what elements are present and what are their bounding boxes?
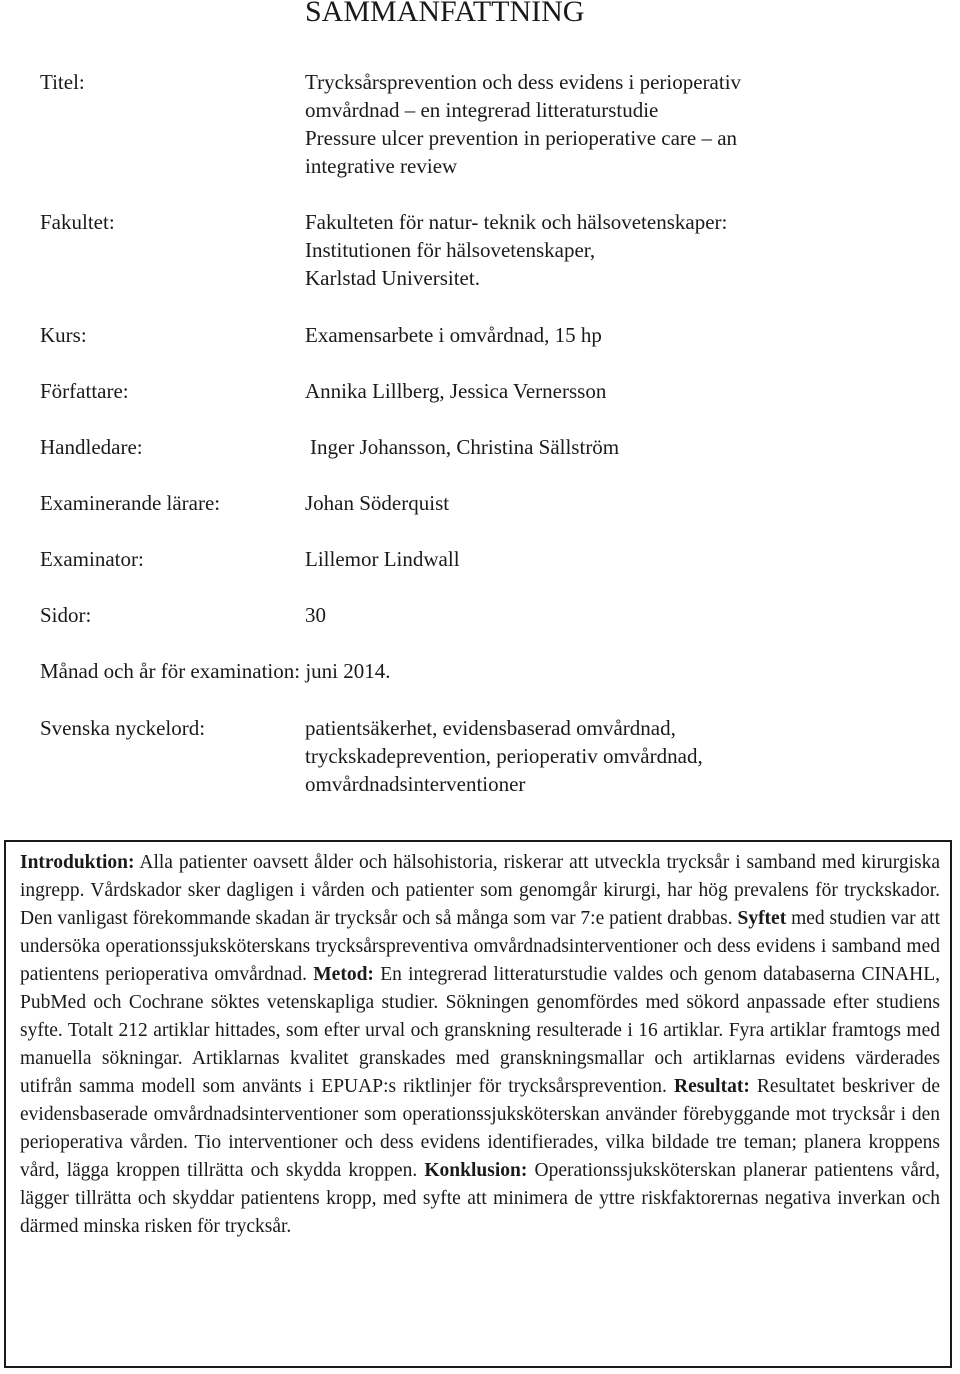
abstract-text — [20, 849, 940, 1241]
fakultet-line-3: Karlstad Universitet. — [305, 266, 480, 290]
titel-line-4: integrative review — [305, 154, 458, 178]
nyckelord-line-2: tryckskadeprevention, perioperativ omvårdnad, — [305, 744, 703, 768]
label-handledare: Handledare: — [40, 435, 143, 459]
abstract-intro-text: Alla patienter oavsett ålder och hälsohistoria, riskerar att utveckla trycksår i samband med kirurgiska ingrepp. Vårdskador sker dagligen i vården och patienter som genomgår kirurgi, har hög prevalens för tryckskador. Den vanligast förekommande skadan är trycksår och så många som var 7:e patient drabbas. — [20, 852, 940, 929]
fakultet-line-1: Fakulteten för natur- teknik och hälsovetenskaper: — [305, 210, 728, 234]
value-titel — [305, 68, 741, 180]
label-forfattare: Författare: — [40, 379, 129, 403]
abstract-resultat-label: Resultat: — [674, 1076, 750, 1097]
label-sidor: Sidor: — [40, 603, 92, 627]
value-nyckelord — [305, 714, 703, 798]
page-title: SAMMANFATTNING — [305, 0, 585, 28]
value-examinerande: Johan Söderquist — [305, 491, 450, 515]
value-forfattare: Annika Lillberg, Jessica Vernersson — [305, 379, 607, 403]
abstract-konklusion-label: Konklusion: — [424, 1160, 528, 1181]
titel-line-1: Trycksårsprevention och dess evidens i perioperativ — [305, 70, 742, 94]
label-fakultet: Fakultet: — [40, 210, 115, 234]
abstract-syfte-text: med studien var att undersöka operationssjuksköterskans trycksårspreventiva omvårdnadsinterventioner och dess evidens i samband med patientens perioperativa omvårdnad. — [20, 908, 940, 985]
examination-date: Månad och år för examination: juni 2014. — [40, 659, 391, 683]
label-titel: Titel: — [40, 70, 85, 94]
abstract-intro-label: Introduktion: — [20, 852, 135, 873]
value-sidor: 30 — [305, 603, 326, 627]
value-handledare: Inger Johansson, Christina Sällström — [310, 435, 620, 459]
label-examinerande: Examinerande lärare: — [40, 491, 221, 515]
fakultet-line-2: Institutionen för hälsovetenskaper, — [305, 238, 596, 262]
titel-line-2: omvårdnad – en integrerad litteraturstudie — [305, 98, 659, 122]
abstract-konklusion-text: Operationssjuksköterskan planerar patientens vård, lägger tillrätta och skyddar patientens kropp, med syfte att minimera de yttre riskfaktorernas negativa inverkan och därmed minska risken för trycksår. — [20, 1160, 940, 1237]
label-kurs: Kurs: — [40, 323, 87, 347]
value-fakultet — [305, 208, 727, 292]
abstract-metod-label: Metod: — [313, 964, 374, 985]
titel-line-3: Pressure ulcer prevention in perioperative care – an — [305, 126, 738, 150]
abstract-resultat-text: Resultatet beskriver de evidensbaserade omvårdnadsinterventioner som operationssjuksköterskan använder förebyggande mot trycksår i den perioperativa vården. Tio interventioner och dess evidens identifierades, vilka bildade tre teman; planera kroppens vård, lägga kroppen tillrätta och skydda kroppen. — [20, 1076, 940, 1181]
label-examinator: Examinator: — [40, 547, 144, 571]
nyckelord-line-3: omvårdnadsinterventioner — [305, 772, 526, 796]
nyckelord-line-1: patientsäkerhet, evidensbaserad omvårdnad, — [305, 716, 676, 740]
value-kurs: Examensarbete i omvårdnad, 15 hp — [305, 323, 602, 347]
abstract-syfte-label: Syftet — [737, 908, 787, 929]
abstract-metod-text: En integrerad litteraturstudie valdes och genom databaserna CINAHL, PubMed och Cochrane söktes vetenskapliga studier. Sökningen genomfördes med sökord anpassade efter studiens syfte. Totalt 212 artiklar hittades, som efter urval och granskning resulterade i 16 artiklar. Fyra artiklar framtogs med manuella sökningar. Artiklarnas kvalitet granskades med granskningsmallar och artiklarnas evidens värderades utifrån samma modell som använts i EPUAP:s riktlinjer för trycksårsprevention. — [20, 964, 940, 1097]
label-nyckelord: Svenska nyckelord: — [40, 716, 206, 740]
value-examinator: Lillemor Lindwall — [305, 547, 460, 571]
